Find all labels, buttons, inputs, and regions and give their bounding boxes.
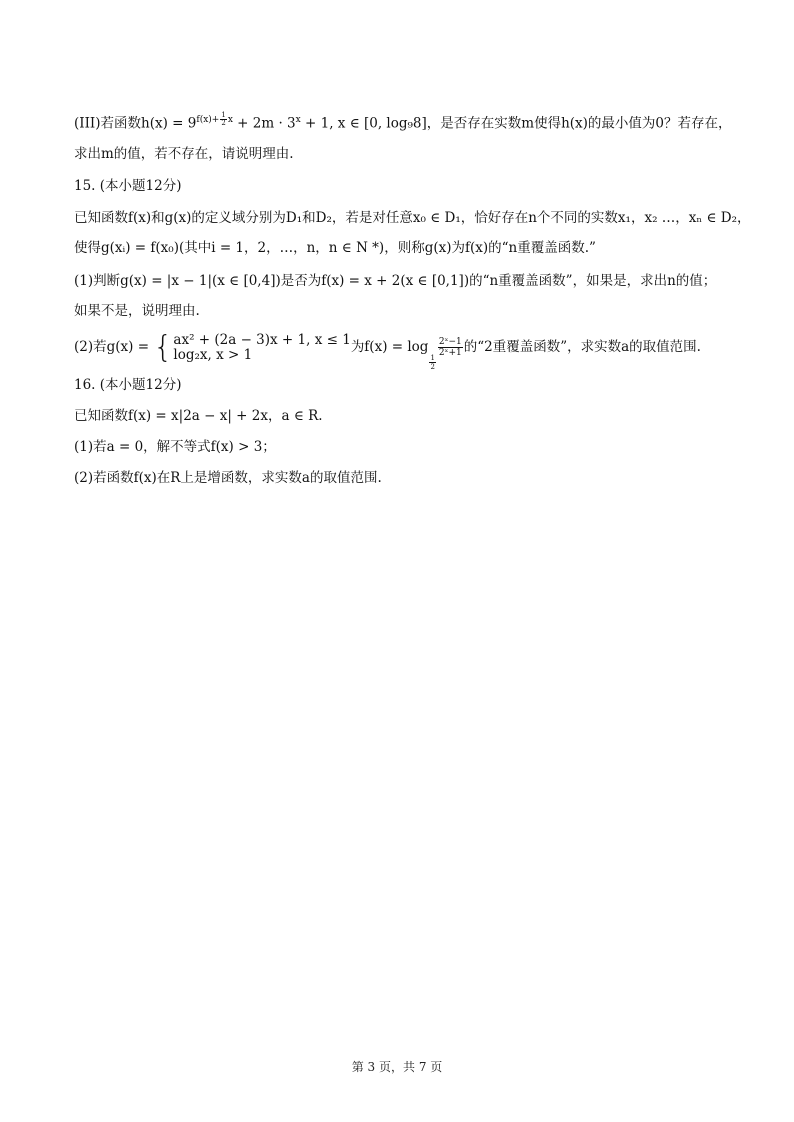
text-segment: x: [227, 115, 233, 125]
text-segment: + 2m · 3: [232, 115, 296, 132]
text-segment: 的“2重覆盖函数”，求实数a的取值范围.: [463, 339, 701, 355]
fraction-numerator: 1: [430, 354, 435, 362]
fraction-denominator: 2: [430, 363, 435, 371]
problem-15-part1-line2: 如果不是，说明理由.: [74, 303, 200, 319]
fraction-numerator: 2ˣ−1: [438, 337, 462, 347]
problem-16-line1: 已知函数f(x) = x|2a − x| + 2x，a ∈ R.: [74, 408, 323, 424]
problem-14-part3-line2: 求出m的值，若不存在，请说明理由.: [74, 146, 294, 162]
brace-symbol: {: [153, 329, 173, 365]
piecewise-case-1: ax² + (2a − 3)x + 1, x ≤ 1: [173, 331, 351, 348]
fraction-numerator: 1: [221, 111, 226, 119]
piecewise-cases: [173, 333, 350, 363]
page-footer: 第 3 页，共 7 页: [351, 1060, 443, 1074]
problem-16-part2: (2)若函数f(x)在R上是增函数，求实数a的取值范围.: [74, 470, 382, 486]
exponent: [196, 111, 233, 127]
text-segment: + 1, x ∈ [0, log₉8]，是否存在实数m使得h(x)的最小值为0？若存在，: [300, 115, 732, 132]
exponent: x: [295, 115, 301, 125]
text-segment: f(x)+: [196, 115, 220, 125]
piecewise-function: [153, 329, 351, 365]
problem-14-part3-line1: [74, 110, 732, 134]
text-segment: 为f(x) = log: [350, 339, 429, 355]
problem-15-line1: 已知函数f(x)和g(x)的定义域分别为D₁和D₂，若是对任意x₀ ∈ D₁，恰好存在n个不同的实数x₁，x₂ …，xₙ ∈ D₂，: [74, 210, 751, 226]
problem-16-header: 16. (本小题12分): [74, 377, 182, 393]
fraction-denominator: 2ˣ+1: [438, 348, 462, 358]
problem-15-line2: 使得g(xᵢ) = f(x₀)(其中i = 1，2，…，n，n ∈ N *)，则称g(x)为f(x)的“n重覆盖函数.”: [74, 240, 596, 256]
problem-15-part1-line1: (1)判断g(x) = |x − 1|(x ∈ [0,4])是否为f(x) = x + 2(x ∈ [0,1])的“n重覆盖函数”，如果是，求出n的值；: [74, 273, 717, 289]
problem-16-part1: (1)若a = 0，解不等式f(x) > 3；: [74, 439, 276, 455]
problem-15-part2: [74, 330, 701, 371]
problem-15-header: 15. (本小题12分): [74, 178, 182, 194]
text-segment: (III)若函数h(x) = 9: [74, 115, 197, 132]
text-segment: (2)若g(x) =: [74, 339, 154, 355]
fraction: [220, 112, 226, 127]
log-argument-fraction: [438, 337, 463, 358]
fraction-denominator: 2: [221, 119, 226, 127]
piecewise-case-2: log₂x, x > 1: [173, 346, 253, 363]
log-base-fraction: [429, 354, 435, 371]
